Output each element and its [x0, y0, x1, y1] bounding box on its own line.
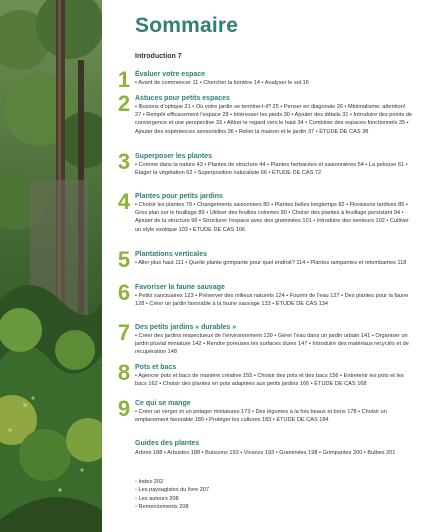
back-matter-list: [135, 478, 335, 512]
section-entries: • Aller plus haut 111 • Quelle plante grimpante pour quel endroit? 114 • Plantes rampantes et retombantes 118: [135, 260, 407, 266]
section-number: 2: [117, 91, 131, 116]
section-title: Astuces pour petits espaces: [135, 95, 230, 102]
list-item[interactable]: • Les paysagistes du livre 207: [135, 486, 335, 494]
guides-title[interactable]: Guides des plantes: [135, 440, 200, 447]
section-entries: • Avant de commencer 11 • Chercher la lumière 14 • Analyser le sol 16: [135, 80, 309, 86]
list-item[interactable]: • Remerciements 208: [135, 503, 335, 511]
section-entries: • Petits sanctuaires 123 • Préserver des milieux naturels 124 • Fournir de l’eau 127 • Des plantes pour la faune 128 • Créer un jardin favorable à la faune sauvage 133 • ÉTUDE DE CAS 134: [135, 293, 409, 308]
section-number: 6: [117, 280, 131, 305]
section-number: 1: [117, 67, 131, 92]
table-of-contents: [102, 0, 422, 532]
list-item[interactable]: • Index 202: [135, 478, 335, 486]
section-title: Ce qui se mange: [135, 400, 191, 407]
section-entries: • Créer un verger et un potager miniatures 173 • Des légumes à la fois beaux et bons 178 • Choisir un emplacement favorable 180 • Protéger les cultures 183 • ÉTUDE DE CAS 184: [135, 409, 387, 424]
section-entries: • Illusions d’optique 21 • Où votre jardin se termine-t-il? 25 • Penser en diagonale 26 • Minimalisme: attention! 27 • Remplir efficacement l’espace 28 • Intéresser les pieds 30 • Ajouter des détails 31 • Introduire des points de convergence et une perspective 33 • Attirer le regard vers le haut 34 • Combiner des espaces fonctionnels 35 • Ajouter des expériences sensorielles 36 • Relier la maison et le jardin 37 • ÉTUDE DE CAS 38: [135, 104, 413, 135]
section-title: Favoriser la faune sauvage: [135, 284, 225, 291]
section-entries: • Créer des jardins respectueux de l’environnement 139 • Gérer l’eau dans un jardin urbain 141 • Organiser un jardin pluvial miniature 142 • Rendre poreuses les surfaces dures 147 • Introduire des matériaux recyclés et de récupération 148: [135, 333, 409, 356]
section-entries: • Comme dans la nature 43 • Plantes de structure 44 • Plantes herbacées et saisonnières 54 • La pelouse 61 • Étager la végétation 62 • Superposition naturaliste 66 • ÉTUDE DE CAS 72: [135, 162, 408, 177]
section-title: Pots et bacs: [135, 364, 177, 371]
section-title: Superposer les plantes: [135, 153, 213, 160]
section-number: 4: [117, 189, 131, 214]
garden-photo: [0, 0, 102, 532]
section-title: Évaluer votre espace: [135, 71, 206, 78]
toc-introduction[interactable]: Introduction 7: [135, 53, 182, 60]
section-number: 7: [117, 320, 131, 345]
section-title: Des petits jardins « durables »: [135, 324, 237, 331]
section-number: 8: [117, 360, 131, 385]
section-number: 5: [117, 247, 131, 272]
list-item[interactable]: • Les auteurs 208: [135, 495, 335, 503]
section-number: 9: [117, 396, 131, 421]
section-entries: • Agencer pots et bacs de manière créative 155 • Choisir des pots et des bacs 156 • Entretenir les pots et les bacs 162 • Choisir des plantes en pots adaptées aux petits jardins 166 • ÉTUDE DE CAS 168: [135, 373, 404, 388]
guides-entries: Arbres 188 • Arbustes 188 • Buissons 192 • Vivaces 193 • Graminées 198 • Grimpantes 200 • Bulbes 201: [135, 450, 396, 456]
page-title: Sommaire: [135, 14, 239, 37]
section-title: Plantations verticales: [135, 251, 207, 258]
section-title: Plantes pour petits jardins: [135, 193, 223, 200]
section-number: 3: [117, 149, 131, 174]
section-entries: • Choisir les plantes 79 • Changements saisonniers 80 • Plantes belles longtemps 82 • Floraisons tardives 85 • Gros plan sur le feuillage 89 • Utiliser des feuilles colorées 90 • Choisir des plantes à feuillage persistant 94 • Ajouter de la structure 96 • Structurer l’espace avec des graminées 101 • Introduire des senteurs 102 • Cultiver un style exotique 103 • ÉTUDE DE CAS 106: [135, 202, 409, 233]
